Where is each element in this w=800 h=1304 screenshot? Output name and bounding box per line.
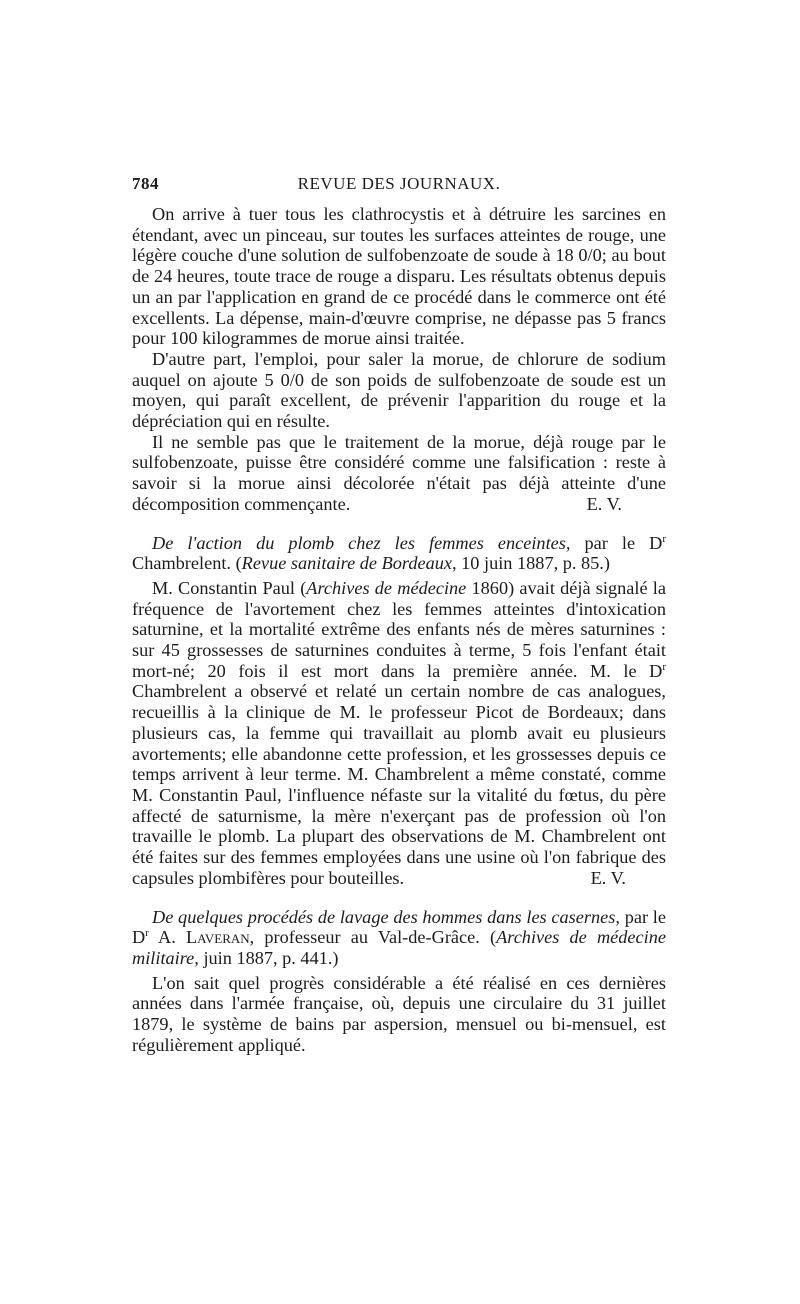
article-source: Revue sanitaire de Bordeaux, xyxy=(241,553,457,574)
article-byline: par le xyxy=(584,532,636,553)
article-heading: De l'action du plomb chez les femmes enceintes, par le $D^r$ Chambrelent. (Revue sanitaire de Bordeaux, 10 juin 1887, p. 85.) xyxy=(132,532,666,574)
article-date: juin 1887, p. 441.) xyxy=(203,947,339,968)
paragraph-text: Il ne semble pas que le traitement de la morue, déjà rouge par le sulfobenzoate, puisse être considéré comme une falsification : reste à savoir si la morue ainsi décolorée n'était pas déjà atteinte d'une décomposition commençante. xyxy=(132,431,666,514)
author-affiliation: professeur au Val-de-Grâce. xyxy=(264,927,480,948)
author-initial: A. xyxy=(158,927,176,948)
article-author: Chambrelent. xyxy=(132,553,231,574)
doctor-abbr: D xyxy=(132,927,146,948)
doctor-abbr-sup: r xyxy=(662,660,666,673)
running-title: REVUE DES JOURNAUX. xyxy=(297,174,501,193)
article-author: Laveran, xyxy=(186,927,255,948)
article-date: 10 juin 1887, p. 85.) xyxy=(461,553,610,574)
doctor-abbr: D xyxy=(649,532,663,553)
paragraph xyxy=(132,578,666,889)
page-number: 784 xyxy=(132,174,159,193)
article-title: De quelques procédés de lavage des hommes dans les casernes, xyxy=(152,906,620,927)
body-text xyxy=(132,204,666,1055)
article-heading: De quelques procédés de lavage des hommes dans les casernes, par le $D^r$ A. Laveran, professeur au Val-de-Grâce. (Archives de médecine militaire, juin 1887, p. 441.) xyxy=(132,906,666,968)
article-title: De l'action du plomb chez les femmes enceintes, xyxy=(152,532,571,553)
paragraph: L'on sait quel progrès considérable a été réalisé en ces dernières années dans l'armée française, où, depuis une circulaire du 31 juillet 1879, le système de bains par aspersion, mensuel ou bi-mensuel, est régulièrement appliqué. xyxy=(132,972,666,1055)
paragraph: D'autre part, l'emploi, pour saler la morue, de chlorure de sodium auquel on ajoute 5 0/0 de son poids de sulfobenzoate de soude est un moyen, qui paraît excellent, de prévenir l'apparition du rouge et la dépréciation qui en résulte. xyxy=(132,348,666,432)
doctor-abbr-sup: r xyxy=(145,927,149,940)
page-header xyxy=(132,174,666,198)
paragraph xyxy=(132,432,666,515)
journal-title: Archives de médecine xyxy=(306,577,467,598)
paragraph: On arrive à tuer tous les clathrocystis et à détruire les sarcines en étendant, avec un pinceau, sur toutes les surfaces atteintes de rouge, une légère couche d'une solution de sulfobenzoate de soude à 18 0/0; au bout de 24 heures, toute trace de rouge a disparu. Les résultats obtenus depuis un an par l'application en grand de ce procédé dans le commerce ont été excellents. La dépense, main-d'œuvre comprise, ne dépasse pas 5 francs pour 100 kilogrammes de morue ainsi traitée. xyxy=(132,204,666,349)
signature: E. V. xyxy=(590,867,626,888)
doctor-abbr-sup: r xyxy=(662,532,666,545)
article-source: Archives de médecine militaire, xyxy=(132,927,666,968)
paragraph-text: 1860) avait déjà signalé la fréquence de l'avortement chez les femmes atteintes d'intoxication saturnine, et la mortalité extrême des enfants nés de mères saturnines : sur 45 grossesses de saturnines conduites à terme, 5 fois l'enfant était mort-né; 20 fois il est mort dans la première année. M. le D xyxy=(132,577,666,681)
signature: E. V. xyxy=(586,493,622,514)
paragraph-text: Chambrelent a observé et relaté un certain nombre de cas analogues, recueillis à la clinique de M. le professeur Picot de Bordeaux; dans plusieurs cas, la femme qui travaillait au plomb avait eu plusieurs avortements; elle abandonne cette profession, et les grossesses depuis ce temps arrivent à leur terme. M. Chambrelent a même constaté, comme M. Constantin Paul, l'influence néfaste sur la vitalité du fœtus, du père affecté de saturnisme, la mère n'exerçant pas de profession où l'on travaille le plomb. La plupart des observations de M. Chambrelent ont été faites sur des femmes employées dans une usine où l'on fabrique des capsules plombifères pour bouteilles. xyxy=(132,681,666,888)
article-byline: par le xyxy=(624,906,666,927)
paragraph-text: M. Constantin Paul ( xyxy=(152,577,307,598)
